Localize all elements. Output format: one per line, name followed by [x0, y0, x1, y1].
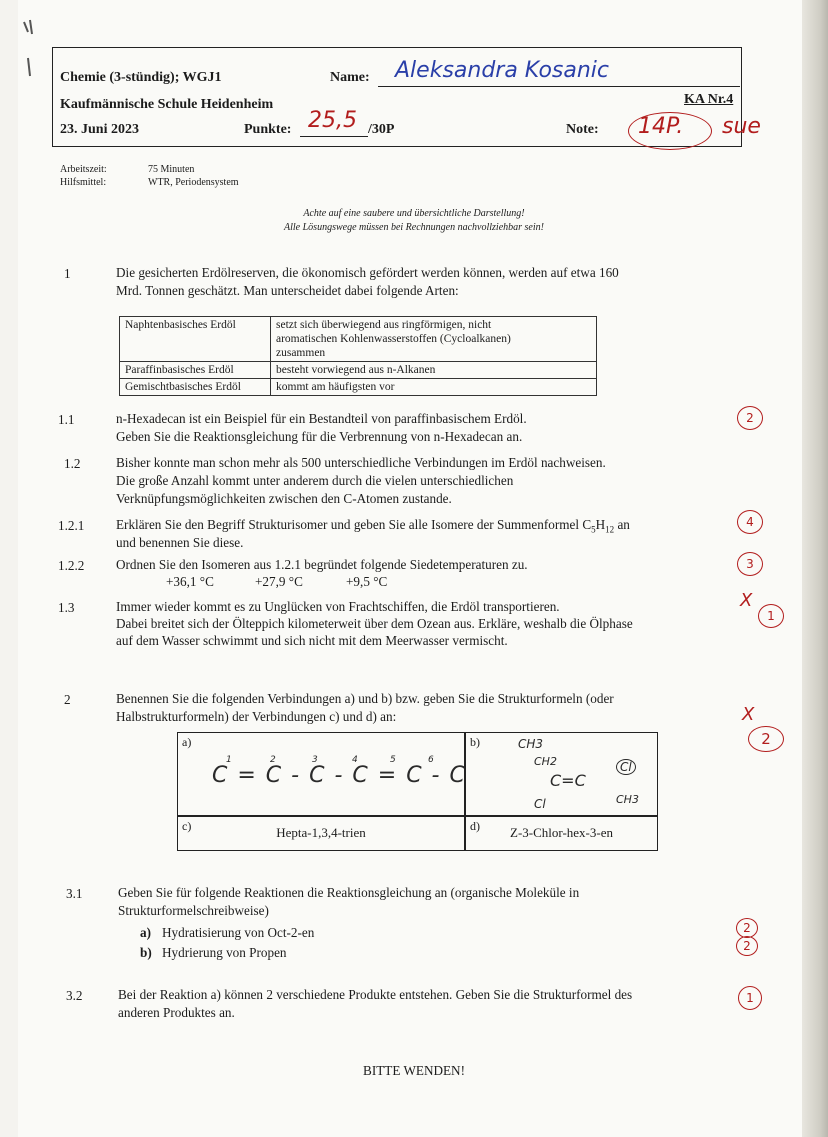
- sub-12: 12: [605, 524, 615, 535]
- compound-c-name: Hepta-1,3,4-trien: [276, 825, 366, 840]
- staple-marks: [18, 18, 48, 78]
- structure-a: C=C-C-C=C-C: [212, 763, 475, 788]
- exam-number: KA Nr.4: [684, 92, 734, 107]
- item-b-text: Hydrierung von Propen: [162, 945, 287, 960]
- grade-value: 14P.: [638, 114, 684, 139]
- task-3-2-line-2: anderen Produktes an.: [118, 1005, 235, 1020]
- task-1-2-1-line-2: und benennen Sie diese.: [116, 535, 244, 550]
- task-1-2-line-3: Verknüpfungsmöglichkeiten zwischen den C-Atomen zustande.: [116, 491, 452, 506]
- points-circle-3-1-b: 2: [736, 936, 758, 956]
- points-circle-3-1-a: 2: [736, 918, 758, 938]
- points-circle-1-1: 2: [737, 406, 763, 430]
- cell-d-label: d): [470, 819, 480, 833]
- points-circle-2: 2: [748, 726, 784, 752]
- oil-type-cell: Paraffinbasisches Erdöl: [120, 362, 271, 379]
- aids-label: Hilfsmittel:: [60, 177, 107, 188]
- student-name: Aleksandra Kosanic: [395, 58, 610, 83]
- task-3-2-line-1: Bei der Reaktion a) können 2 verschiedene Produkte entstehen. Geben Sie die Strukturformel des: [118, 987, 633, 1002]
- grade-label: Note:: [566, 122, 599, 137]
- points-circle-1-2-2: 3: [737, 552, 763, 576]
- points-circle-3-2: 1: [738, 986, 762, 1010]
- task-3-1-number: 3.1: [66, 886, 83, 901]
- task-3-1-line-1: Geben Sie für folgende Reaktionen die Reaktionsgleichung an (organische Moleküle in: [118, 885, 580, 900]
- oil-desc-line: zusammen: [276, 347, 326, 359]
- task-2-line-1: Benennen Sie die folgenden Verbindungen a) und b) bzw. geben Sie die Strukturformeln (oder: [116, 691, 614, 706]
- task-1-line-1: Die gesicherten Erdölreserven, die ökonomisch gefördert werden können, werden auf etwa 160: [116, 265, 619, 280]
- points-circle-1-2-1: 4: [737, 510, 763, 534]
- points-line: [300, 136, 368, 137]
- task-2-number: 2: [64, 692, 71, 707]
- cell-c-label: c): [182, 819, 192, 833]
- correction-mark-x: X: [742, 704, 755, 725]
- correction-mark-x: X: [740, 590, 753, 611]
- task-1-line-2: Mrd. Tonnen geschätzt. Man unterscheidet dabei folgende Arten:: [116, 283, 459, 298]
- temp-2: +27,9 °C: [255, 574, 303, 589]
- table-row: [120, 317, 597, 362]
- notice-2: Alle Lösungswege müssen bei Rechnungen nachvollziehbar sein!: [284, 222, 544, 233]
- page-edge: [802, 0, 828, 1137]
- oil-desc-line: setzt sich überwiegend aus ringförmigen, nicht: [276, 319, 492, 331]
- item-a-text: Hydratisierung von Oct-2-en: [162, 925, 315, 940]
- item-a-label: a): [140, 925, 151, 940]
- task-3-2-number: 3.2: [66, 988, 83, 1003]
- cell-b-label: b): [470, 735, 480, 749]
- compound-grid: [177, 732, 658, 851]
- structure-b-group: Cl: [616, 759, 636, 775]
- structure-b-group: Cl: [534, 797, 546, 811]
- c-number: 6: [428, 755, 434, 765]
- task-1-2-2-number: 1.2.2: [58, 558, 85, 573]
- aids-value: WTR, Periodensystem: [148, 177, 239, 188]
- temp-3: +9,5 °C: [346, 574, 388, 589]
- cell-a-label: a): [182, 735, 192, 749]
- c-number: 3: [312, 755, 318, 765]
- task-1-number: 1: [64, 266, 71, 281]
- task-1-2-1-text: Erklären Sie den Begriff Strukturisomer und geben Sie alle Isomere der Summenformel C: [116, 517, 592, 532]
- points-circle-1-3: 1: [758, 604, 784, 628]
- c-number: 2: [270, 755, 276, 765]
- structure-b-group: CH3: [518, 737, 544, 751]
- oil-desc-cell: kommt am häufigsten vor: [271, 379, 597, 396]
- hydrogen: H: [595, 517, 606, 532]
- task-1-1-line-1: n-Hexadecan ist ein Beispiel für ein Bestandteil von paraffinbasischem Erdöl.: [116, 411, 527, 426]
- structure-b-group: CH2: [534, 755, 557, 768]
- task-1-3-line-1: Immer wieder kommt es zu Unglücken von Frachtschiffen, die Erdöl transportieren.: [116, 599, 560, 614]
- task-1-2-1-tail: an: [614, 517, 630, 532]
- sub-5: 5: [591, 524, 596, 535]
- grid-divider: [178, 815, 657, 817]
- oil-type-cell: Gemischtbasisches Erdöl: [120, 379, 271, 396]
- task-1-3-number: 1.3: [58, 600, 75, 615]
- task-1-2-2-line-1: Ordnen Sie den Isomeren aus 1.2.1 begründet folgende Siedetemperaturen zu.: [116, 557, 528, 572]
- task-1-3-line-2: Dabei breitet sich der Ölteppich kilometerweit über dem Ozean aus. Erkläre, weshalb die Ölphase: [116, 616, 633, 631]
- structure-b-group: C=C: [550, 771, 586, 790]
- table-row: [120, 362, 597, 379]
- task-1-3-line-3: auf dem Wasser schwimmt und sich nicht mit dem Meerwasser vermischt.: [116, 633, 508, 648]
- grade-note: sue: [722, 114, 761, 139]
- task-2-line-2: Halbstrukturformeln) der Verbindungen c) und d) an:: [116, 709, 397, 724]
- task-1-2-1-number: 1.2.1: [58, 518, 85, 533]
- school: Kaufmännische Schule Heidenheim: [60, 97, 274, 112]
- subject: Chemie (3-stündig); WGJ1: [60, 70, 222, 85]
- temp-1: +36,1 °C: [166, 574, 214, 589]
- turn-over-note: BITTE WENDEN!: [363, 1063, 465, 1078]
- name-line: [378, 86, 740, 87]
- oil-desc-cell: [271, 317, 597, 362]
- task-3-1-line-2: Strukturformelschreibweise): [118, 903, 269, 918]
- task-1-2-line-1: Bisher konnte man schon mehr als 500 unterschiedliche Verbindungen im Erdöl nachweisen.: [116, 455, 606, 470]
- task-1-2-line-2: Die große Anzahl kommt unter anderem durch die vielen unterschiedlichen: [116, 473, 514, 488]
- points-value: 25,5: [308, 108, 357, 133]
- points-max: /30P: [368, 122, 395, 137]
- exam-date: 23. Juni 2023: [60, 122, 139, 137]
- c-number: 1: [226, 755, 232, 765]
- oil-desc-cell: besteht vorwiegend aus n-Alkanen: [271, 362, 597, 379]
- oil-types-table: [119, 316, 597, 396]
- compound-d-name: Z-3-Chlor-hex-3-en: [510, 825, 613, 840]
- time-value: 75 Minuten: [148, 164, 195, 175]
- task-1-1-line-2: Geben Sie die Reaktionsgleichung für die Verbrennung von n-Hexadecan an.: [116, 429, 523, 444]
- task-1-2-number: 1.2: [64, 456, 81, 471]
- item-b-label: b): [140, 945, 152, 960]
- points-label: Punkte:: [244, 122, 292, 137]
- oil-desc-line: aromatischen Kohlenwasserstoffen (Cycloalkanen): [276, 333, 511, 345]
- name-label: Name:: [330, 70, 370, 85]
- table-row: [120, 379, 597, 396]
- structure-b-group: CH3: [616, 793, 639, 806]
- notice-1: Achte auf eine saubere und übersichtliche Darstellung!: [303, 208, 525, 219]
- c-number: 4: [352, 755, 358, 765]
- oil-type-cell: Naphtenbasisches Erdöl: [120, 317, 271, 362]
- task-1-1-number: 1.1: [58, 412, 75, 427]
- c-number: 5: [390, 755, 396, 765]
- time-label: Arbeitszeit:: [60, 164, 107, 175]
